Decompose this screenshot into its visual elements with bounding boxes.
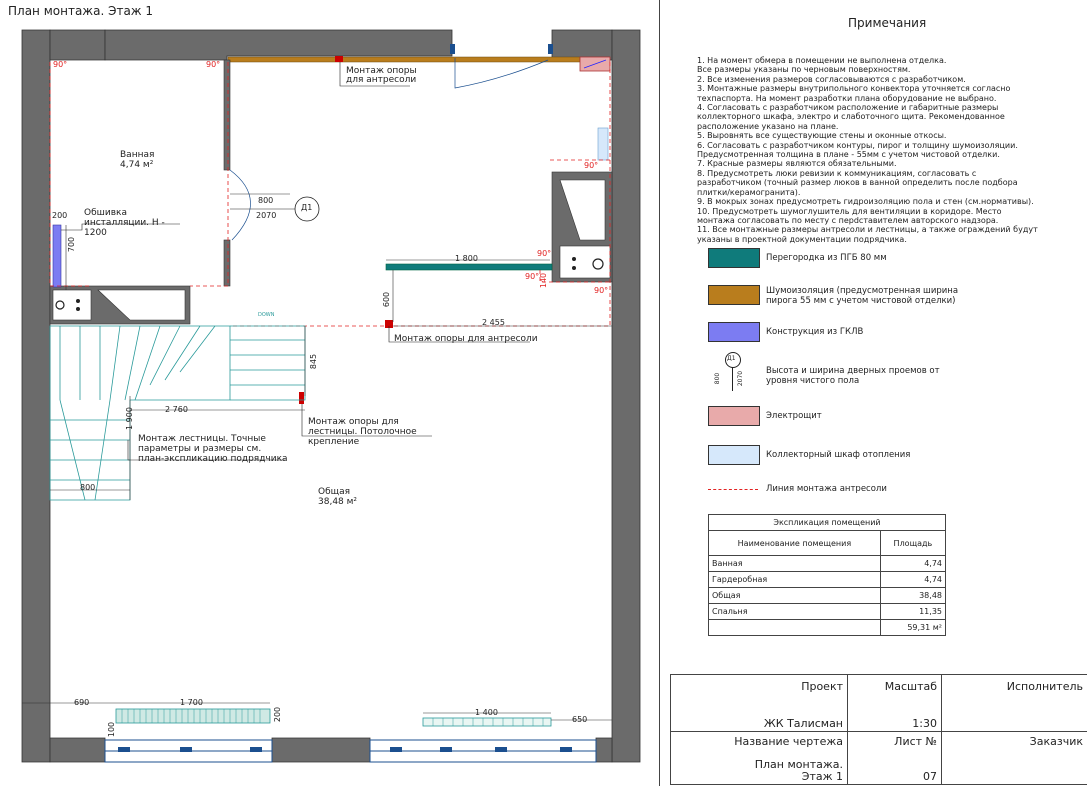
legend-door-stem (732, 367, 733, 391)
legend-label: Конструкция из ГКЛВ (766, 327, 864, 337)
note-line: коллекторного шкафа, электро и слаботочного щита. Рекомендованное (697, 112, 1005, 122)
legend-swatch-partition (708, 248, 760, 268)
note-line: 6. Согласовать с разработчиком контуры, пирог и толщину шумоизоляции. (697, 140, 1018, 150)
callout-stair-install: Монтаж лестницы. Точные параметры и размеры см. план-экспликацию подрядчика (138, 434, 288, 464)
note-line: расположение указано на плане. (697, 121, 839, 131)
room-name-cell: Гардеробная (709, 572, 881, 588)
legend-swatch-collector (708, 445, 760, 465)
note-line: Все размеры указаны по черновым поверхностям. (697, 65, 911, 75)
note-line: монтажа согласовать по месту с перdставителем авторского надзора. (697, 215, 999, 225)
legend-label: Линия монтажа антресоли (766, 484, 887, 494)
project-value: ЖК Талисман (671, 697, 848, 732)
explication-title: Экспликация помещений (709, 515, 946, 531)
note-line: 11. Все монтажные размеры антресоли и лестницы, а также ограждений будут (697, 225, 1038, 235)
room-area: 38,48 м² (318, 497, 358, 507)
scale-label: Масштаб (848, 675, 942, 698)
notes-list (697, 56, 1072, 244)
note-line: 10. Предусмотреть шумоглушитель для вентиляции в коридоре. Место (697, 206, 1002, 216)
partition-pgb (386, 264, 552, 270)
angle-label: 90° (206, 60, 221, 69)
callout-mezzanine-support: Монтаж опоры для антресоли (394, 334, 538, 344)
angle-label: 90° (594, 286, 609, 295)
explication-header-area: Площадь (880, 531, 945, 556)
dimension-label: 1 900 (124, 407, 134, 430)
callout-stair-support: Монтаж опоры для лестницы. Потолочное крепление (308, 417, 417, 447)
page-title: План монтажа. Этаж 1 (8, 4, 154, 18)
dimension-label: 140 (539, 272, 549, 289)
dimension-label: 1 700 (180, 698, 203, 707)
gklv-construction (53, 225, 61, 287)
angle-label: 90° (53, 60, 68, 69)
legend-swatch-gklv (708, 322, 760, 342)
note-line: Предусмотренная толщина в плане - 55мм с учетом чистовой отделки. (697, 150, 1000, 160)
room-area: 4,74 м² (120, 160, 154, 170)
dimension-label: 845 (309, 353, 319, 370)
dimension-label: 800 (258, 196, 274, 205)
stair-direction: DOWN (258, 312, 275, 318)
callout-installation-sheathing: Обшивка инсталляции. Н - 1200 (84, 208, 165, 238)
note-line: 7. Красные размеры являются обязательными. (697, 159, 897, 169)
legend-door-tag: Д1 (727, 355, 736, 362)
drawing-value: План монтажа. Этаж 1 (671, 750, 848, 785)
callout-mezzanine-support-top: Монтаж опоры для антресоли (346, 66, 417, 85)
dimension-label: 2 760 (165, 405, 188, 414)
angle-label: 90° (584, 161, 599, 170)
note-line: плитки/керамогранита). (697, 187, 801, 197)
dimension-label: 2070 (256, 211, 277, 220)
room-area-cell: 11,35 (880, 604, 945, 620)
executor-label: Исполнитель (942, 675, 1087, 698)
table-row (709, 604, 946, 620)
dimension-label: 1 800 (455, 254, 478, 263)
table-row (709, 620, 946, 636)
note-line: 9. В мокрых зонах предусмотреть гидроизоляцию пола и стен (см.нормативы). (697, 197, 1034, 207)
dimension-label: 1 400 (475, 708, 498, 717)
explication-header-name: Наименование помещения (709, 531, 881, 556)
dimension-label: 200 (52, 211, 68, 220)
title-block (670, 674, 1087, 785)
note-line: техпаспорта. На момент разработки плана оборудование не выбрано. (697, 93, 997, 103)
dimension-label: 800 (80, 483, 96, 492)
legend-label: Шумоизоляция (предусмотренная ширина пирога 55 мм с учетом чистовой отделки) (766, 286, 959, 306)
dimension-label: 600 (382, 291, 392, 308)
explication-table (708, 514, 946, 636)
room-name: Общая (318, 487, 351, 497)
dimension-label: 2 455 (482, 318, 505, 327)
convector-1 (116, 709, 270, 723)
note-line: 1. На момент обмера в помещении не выполнена отделка. (697, 56, 947, 65)
room-name-cell: Общая (709, 588, 881, 604)
project-label: Проект (671, 675, 848, 698)
dimension-label: 100 (107, 721, 117, 738)
sheet-value: 07 (848, 750, 942, 785)
room-name-cell: Ванная (709, 556, 881, 572)
legend-swatch-electric-panel (708, 406, 760, 426)
note-line: 5. Выровнять все существующие стены и оконные откосы. (697, 131, 947, 141)
dimension-label: 690 (74, 698, 90, 707)
door-tag: Д1 (301, 203, 313, 212)
insulation-strip (228, 57, 580, 62)
room-name-cell: Спальня (709, 604, 881, 620)
legend-line-mezzanine (708, 489, 758, 490)
scale-value: 1:30 (848, 697, 942, 732)
room-area-cell: 38,48 (880, 588, 945, 604)
angle-label: 90° (537, 249, 552, 258)
table-row (709, 588, 946, 604)
angle-label: 90° (525, 272, 540, 281)
legend-label: Высота и ширина дверных проемов от уровня чистого пола (766, 366, 940, 386)
note-line: указаны в проектной документации подрядчика. (697, 234, 907, 244)
legend-door-dim: 2070 (737, 370, 745, 387)
note-line: 2. Все изменения размеров согласовываются с разработчиком. (697, 74, 966, 84)
sheet-divider (659, 0, 660, 786)
convector-2 (423, 718, 551, 726)
room-area-cell: 4,74 (880, 572, 945, 588)
room-area-cell: 4,74 (880, 556, 945, 572)
collector-cabinet (598, 128, 608, 160)
dimension-label: 650 (572, 715, 588, 724)
table-row (709, 572, 946, 588)
customer-label: Заказчик (942, 732, 1087, 751)
dimension-label: 200 (273, 706, 283, 723)
note-line: 4. Согласовать с разработчиком расположение и габаритные размеры (697, 103, 999, 113)
dimension-label: 700 (67, 236, 77, 253)
legend-door-dim: 800 (714, 372, 722, 385)
total-area-cell: 59,31 м² (880, 620, 945, 636)
legend-label: Коллекторный шкаф отопления (766, 450, 911, 460)
outer-walls (22, 30, 640, 762)
room-name: Ванная (120, 150, 155, 160)
legend-label: Электрощит (766, 411, 822, 421)
notes-title: Примечания (848, 16, 927, 30)
note-line: разработчиком (точный размер люков в ванной определить после подбора (697, 178, 1018, 188)
legend-swatch-insulation (708, 285, 760, 305)
table-row (709, 556, 946, 572)
sheet-label: Лист № (848, 732, 942, 751)
note-line: 3. Монтажные размеры внутрипольного конвектора уточняется согласно (697, 84, 1011, 94)
note-line: 8. Предусмотреть люки ревизии к коммуникациям, согласовать с (697, 168, 977, 178)
legend-label: Перегородка из ПГБ 80 мм (766, 253, 887, 263)
drawing-label: Название чертежа (671, 732, 848, 751)
